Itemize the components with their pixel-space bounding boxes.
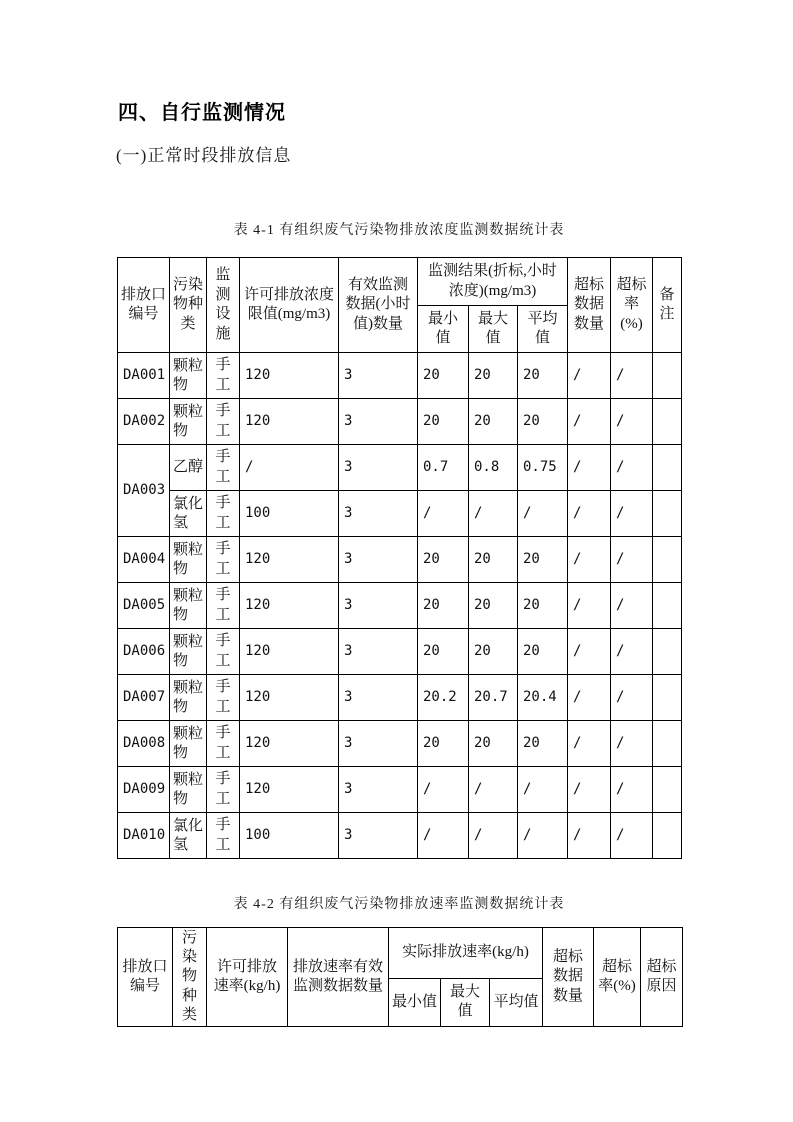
cell-count: 3 (339, 583, 418, 629)
header-limit: 许可排放速率(kg/h) (207, 928, 288, 1027)
cell-avg: 20 (518, 583, 568, 629)
cell-remark (653, 537, 682, 583)
cell-facility: 手工 (207, 445, 240, 491)
header-facility-label: 监测设施 (215, 267, 231, 342)
header-pollutant: 污染物种类 (173, 928, 207, 1027)
cell-pollutant: 氯化氢 (170, 491, 207, 537)
cell-avg: 20.4 (518, 675, 568, 721)
cell-avg: 20 (518, 399, 568, 445)
header-valid-count: 有效监测数据(小时值)数量 (339, 258, 418, 353)
header-limit: 许可排放浓度限值(mg/m3) (240, 258, 339, 353)
cell-exceed-count: / (568, 767, 611, 813)
section-title: 四、自行监测情况 (118, 102, 286, 124)
table-row (118, 353, 682, 399)
cell-facility: 手工 (207, 491, 240, 537)
cell-facility: 手工 (207, 353, 240, 399)
cell-max: 20 (469, 537, 518, 583)
cell-count: 3 (339, 491, 418, 537)
cell-remark (653, 721, 682, 767)
cell-max: 20.7 (469, 675, 518, 721)
header-actual-rate-group: 实际排放速率(kg/h) (389, 928, 543, 979)
cell-limit: 120 (240, 399, 339, 445)
cell-exceed-rate: / (611, 629, 653, 675)
header-outlet: 排放口编号 (118, 928, 173, 1027)
header-avg: 平均值 (490, 978, 543, 1026)
cell-remark (653, 813, 682, 859)
table-row (118, 721, 682, 767)
cell-remark (653, 399, 682, 445)
header-exceed-count: 超标数据数量 (543, 928, 594, 1027)
cell-min: 20 (418, 629, 469, 675)
cell-outlet: DA005 (118, 583, 170, 629)
cell-min: 20.2 (418, 675, 469, 721)
cell-exceed-count: / (568, 399, 611, 445)
cell-remark (653, 767, 682, 813)
cell-pollutant: 颗粒物 (170, 629, 207, 675)
cell-min: 20 (418, 353, 469, 399)
cell-outlet: DA004 (118, 537, 170, 583)
cell-exceed-count: / (568, 721, 611, 767)
cell-min: / (418, 491, 469, 537)
cell-max: 20 (469, 721, 518, 767)
cell-pollutant: 颗粒物 (170, 721, 207, 767)
header-exceed-reason: 超标原因 (641, 928, 683, 1027)
header-exceed-rate: 超标率(%) (594, 928, 641, 1027)
table-row (118, 445, 682, 491)
cell-count: 3 (339, 721, 418, 767)
cell-max: 20 (469, 399, 518, 445)
cell-exceed-count: / (568, 445, 611, 491)
cell-facility: 手工 (207, 767, 240, 813)
cell-max: 20 (469, 629, 518, 675)
header-exceed-rate: 超标率(%) (611, 258, 653, 353)
cell-limit: 120 (240, 583, 339, 629)
cell-facility: 手工 (207, 537, 240, 583)
header-max: 最大值 (469, 306, 518, 353)
cell-limit: / (240, 445, 339, 491)
cell-exceed-count: / (568, 813, 611, 859)
header-min: 最小值 (389, 978, 441, 1026)
cell-avg: 0.75 (518, 445, 568, 491)
cell-exceed-count: / (568, 537, 611, 583)
cell-exceed-rate: / (611, 399, 653, 445)
cell-facility: 手工 (207, 675, 240, 721)
cell-facility: 手工 (207, 629, 240, 675)
header-pollutant: 污染物种类 (170, 258, 207, 353)
cell-outlet: DA008 (118, 721, 170, 767)
cell-pollutant: 颗粒物 (170, 399, 207, 445)
cell-pollutant: 颗粒物 (170, 353, 207, 399)
table-4-2-caption: 表 4-2 有组织废气污染物排放速率监测数据统计表 (233, 897, 565, 912)
cell-count: 3 (339, 813, 418, 859)
cell-exceed-count: / (568, 491, 611, 537)
cell-remark (653, 353, 682, 399)
cell-remark (653, 583, 682, 629)
table-row (118, 491, 682, 537)
header-outlet: 排放口编号 (118, 258, 170, 353)
cell-pollutant: 氯化氢 (170, 813, 207, 859)
cell-max: / (469, 767, 518, 813)
cell-limit: 120 (240, 767, 339, 813)
table-4-1 (117, 257, 682, 859)
header-result-group: 监测结果(折标,小时浓度)(mg/m3) (418, 258, 568, 306)
cell-exceed-count: / (568, 353, 611, 399)
subsection-title: (一)正常时段排放信息 (116, 146, 292, 165)
cell-avg: 20 (518, 353, 568, 399)
cell-limit: 120 (240, 353, 339, 399)
table-row (118, 629, 682, 675)
cell-min: / (418, 767, 469, 813)
table-4-2 (117, 927, 683, 1027)
header-remark: 备注 (653, 258, 682, 353)
cell-facility: 手工 (207, 399, 240, 445)
cell-exceed-count: / (568, 629, 611, 675)
cell-exceed-rate: / (611, 767, 653, 813)
cell-max: / (469, 491, 518, 537)
cell-pollutant: 颗粒物 (170, 583, 207, 629)
cell-pollutant: 颗粒物 (170, 767, 207, 813)
header-avg: 平均值 (518, 306, 568, 353)
cell-limit: 100 (240, 491, 339, 537)
cell-outlet: DA001 (118, 353, 170, 399)
cell-exceed-rate: / (611, 353, 653, 399)
cell-pollutant: 颗粒物 (170, 675, 207, 721)
cell-max: 20 (469, 583, 518, 629)
cell-min: 20 (418, 399, 469, 445)
header-exceed-count: 超标数据数量 (568, 258, 611, 353)
cell-avg: / (518, 813, 568, 859)
cell-exceed-rate: / (611, 675, 653, 721)
cell-count: 3 (339, 629, 418, 675)
cell-pollutant: 颗粒物 (170, 537, 207, 583)
cell-count: 3 (339, 537, 418, 583)
cell-exceed-rate: / (611, 583, 653, 629)
table-4-1-caption: 表 4-1 有组织废气污染物排放浓度监测数据统计表 (233, 223, 565, 238)
cell-remark (653, 675, 682, 721)
table-row (118, 675, 682, 721)
header-valid-count: 排放速率有效监测数据数量 (288, 928, 389, 1027)
cell-count: 3 (339, 399, 418, 445)
cell-outlet: DA002 (118, 399, 170, 445)
cell-exceed-rate: / (611, 491, 653, 537)
cell-facility: 手工 (207, 813, 240, 859)
cell-facility: 手工 (207, 583, 240, 629)
cell-exceed-rate: / (611, 721, 653, 767)
cell-max: 0.8 (469, 445, 518, 491)
cell-exceed-rate: / (611, 445, 653, 491)
cell-pollutant: 乙醇 (170, 445, 207, 491)
cell-avg: 20 (518, 721, 568, 767)
cell-outlet: DA003 (118, 445, 170, 537)
cell-count: 3 (339, 445, 418, 491)
cell-count: 3 (339, 675, 418, 721)
cell-max: / (469, 813, 518, 859)
table-row (118, 583, 682, 629)
cell-exceed-rate: / (611, 813, 653, 859)
cell-min: 0.7 (418, 445, 469, 491)
cell-min: / (418, 813, 469, 859)
cell-remark (653, 629, 682, 675)
cell-limit: 120 (240, 629, 339, 675)
table-row (118, 399, 682, 445)
header-max: 最大值 (441, 978, 490, 1026)
table-row (118, 813, 682, 859)
cell-max: 20 (469, 353, 518, 399)
cell-count: 3 (339, 767, 418, 813)
header-facility (207, 258, 240, 353)
table-row (118, 767, 682, 813)
cell-outlet: DA009 (118, 767, 170, 813)
cell-avg: / (518, 767, 568, 813)
cell-avg: / (518, 491, 568, 537)
cell-limit: 100 (240, 813, 339, 859)
cell-remark (653, 445, 682, 491)
cell-exceed-count: / (568, 675, 611, 721)
cell-avg: 20 (518, 537, 568, 583)
cell-limit: 120 (240, 721, 339, 767)
cell-min: 20 (418, 537, 469, 583)
table-row (118, 537, 682, 583)
header-min: 最小值 (418, 306, 469, 353)
cell-min: 20 (418, 721, 469, 767)
cell-min: 20 (418, 583, 469, 629)
cell-limit: 120 (240, 675, 339, 721)
cell-exceed-rate: / (611, 537, 653, 583)
cell-limit: 120 (240, 537, 339, 583)
cell-remark (653, 491, 682, 537)
cell-count: 3 (339, 353, 418, 399)
cell-avg: 20 (518, 629, 568, 675)
cell-outlet: DA006 (118, 629, 170, 675)
cell-outlet: DA007 (118, 675, 170, 721)
cell-exceed-count: / (568, 583, 611, 629)
cell-facility: 手工 (207, 721, 240, 767)
cell-outlet: DA010 (118, 813, 170, 859)
